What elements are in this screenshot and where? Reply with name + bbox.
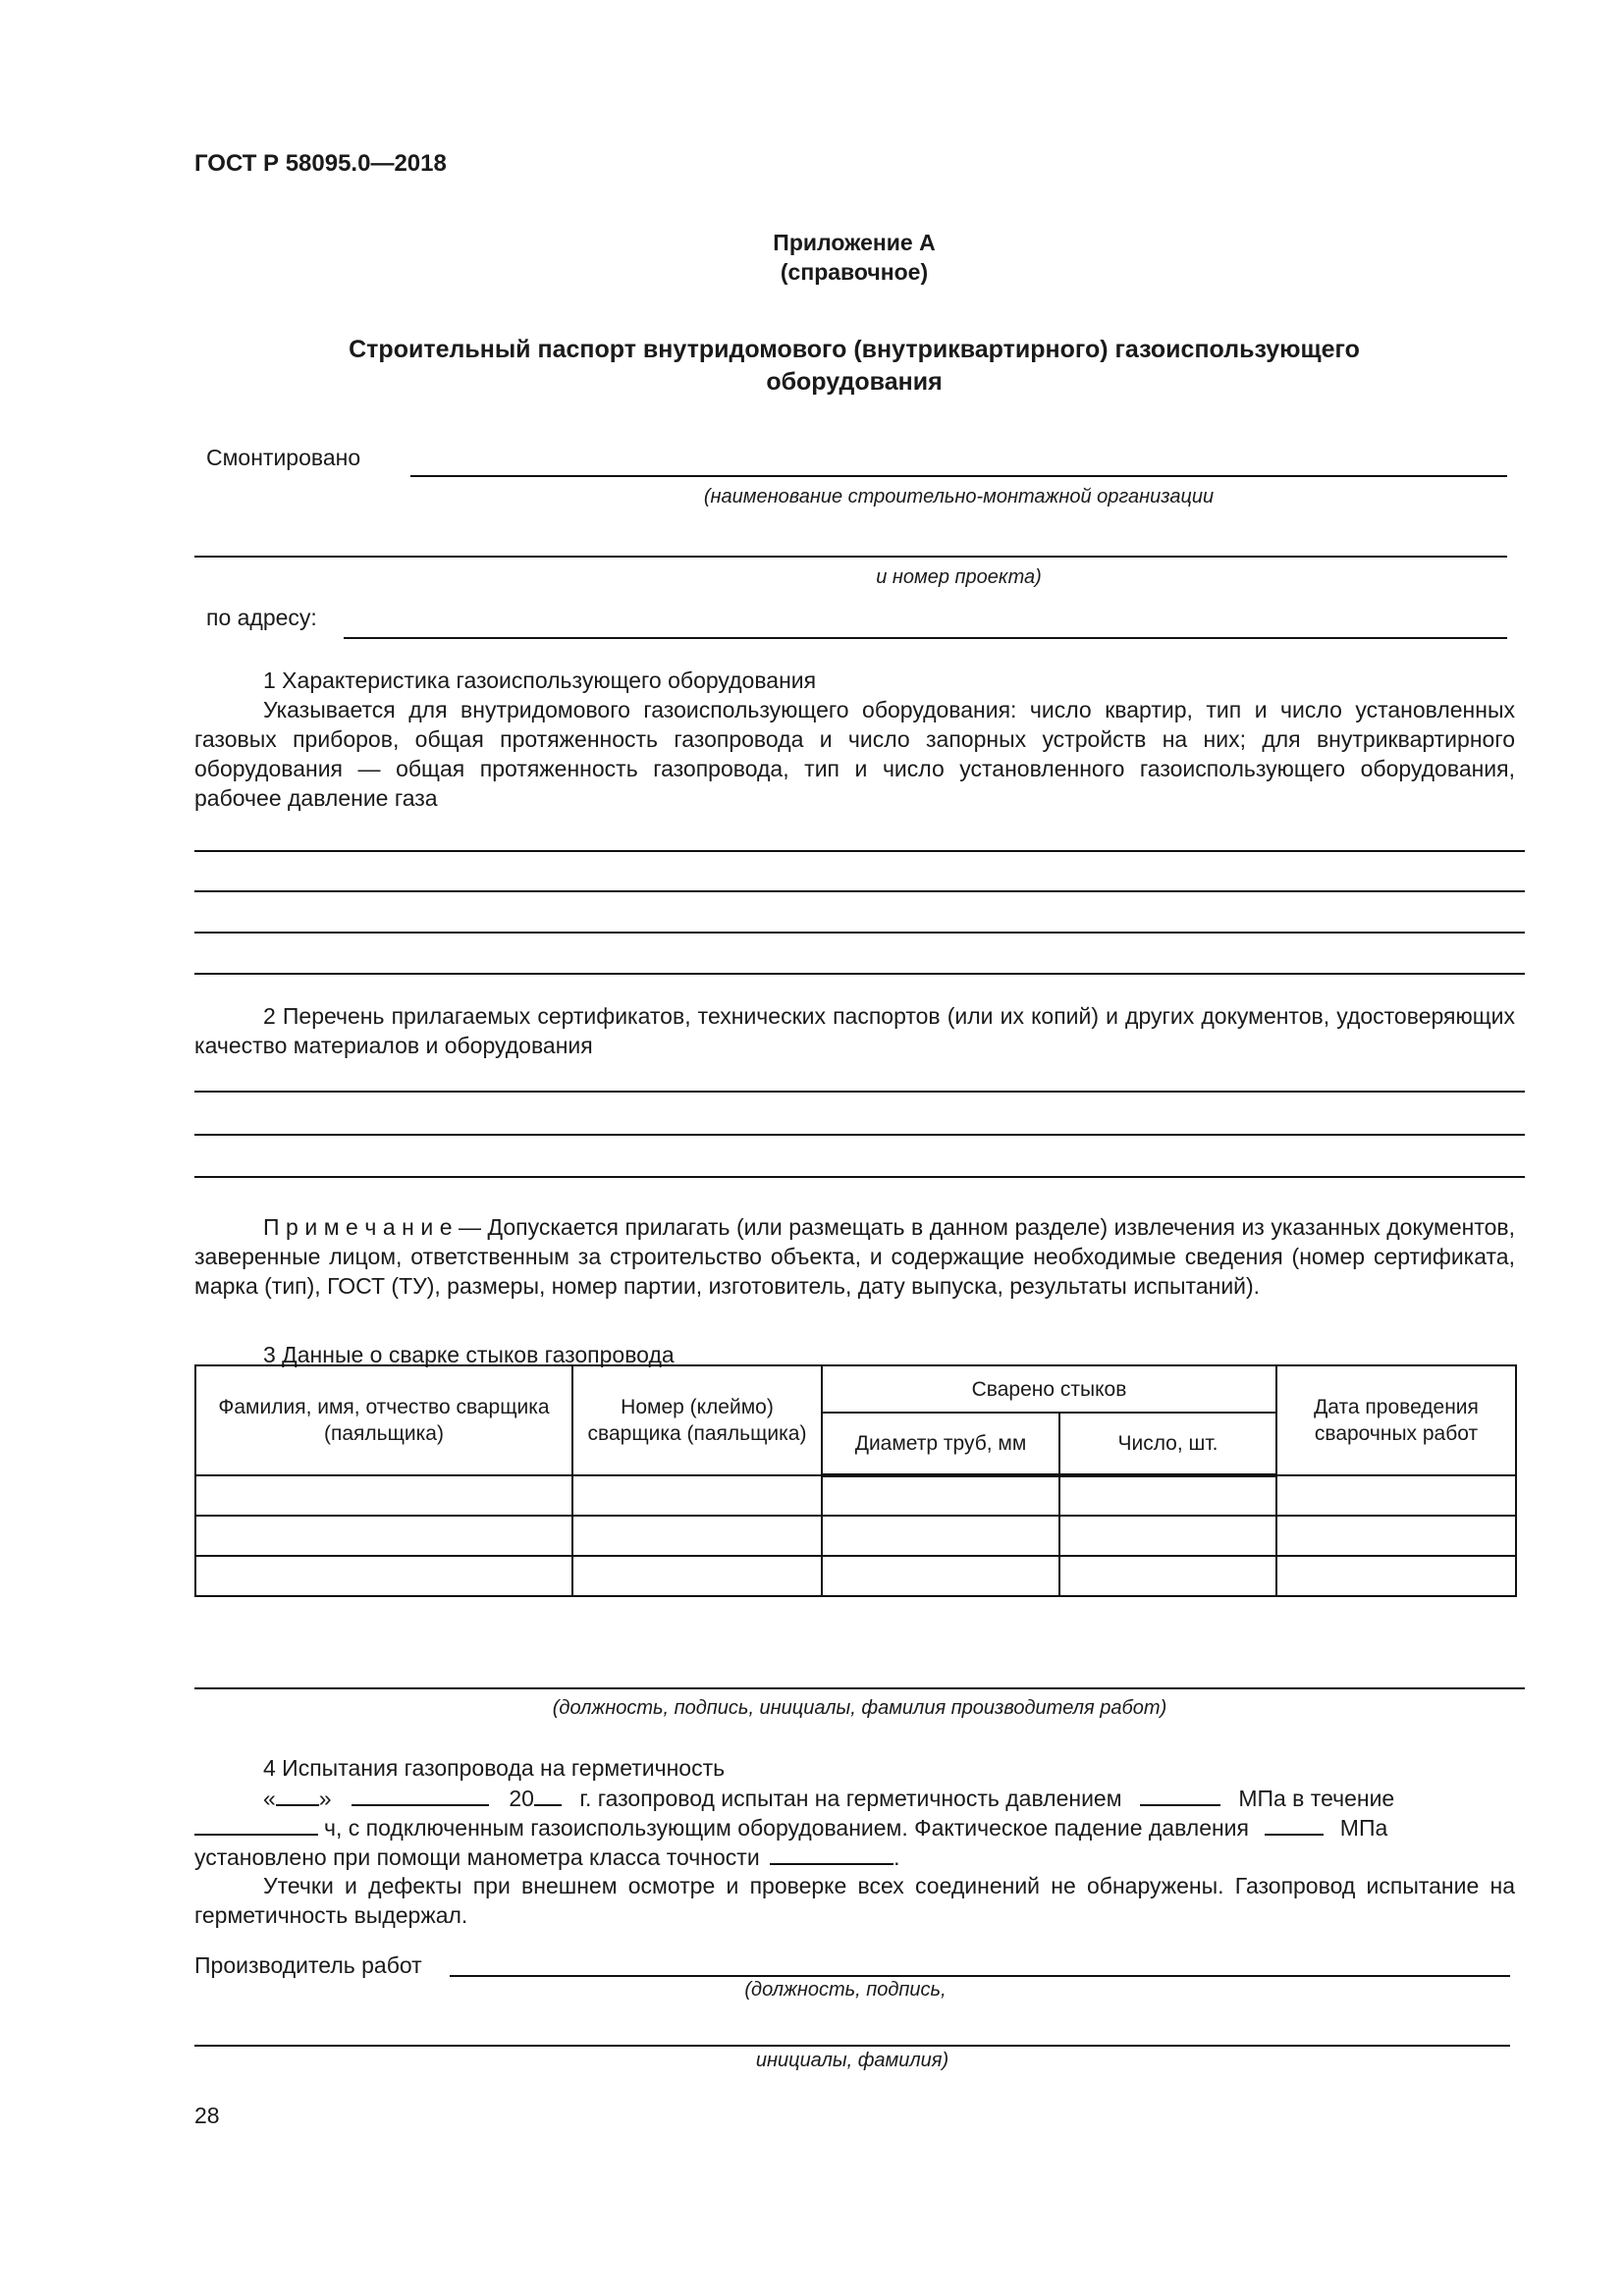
test-line-3 <box>194 1842 1525 1872</box>
year-prefix: 20 <box>509 1786 534 1811</box>
table-row <box>195 1475 1516 1516</box>
table-cell[interactable] <box>1276 1475 1516 1516</box>
test-text-2: ч, с подключенным газоиспользующим оборудованием. Фактическое падение давления <box>324 1815 1249 1841</box>
section1-text: Указывается для внутридомового газоиспользующего оборудования: число квартир, тип и число установленных газовых приборов, общая протяженность газопровода и число запорных устройств на них; для внутриквартирного оборудования — общая протяженность газопровода, тип и число установленного газоиспользующего оборудования, рабочее давление газа <box>194 697 1515 811</box>
note <box>194 1212 1515 1301</box>
table-cell[interactable] <box>822 1556 1059 1596</box>
appendix-type: (справочное) <box>780 259 929 285</box>
table-row <box>195 1556 1516 1596</box>
test-text-dot: . <box>893 1844 900 1870</box>
document-title-line1: Строительный паспорт внутридомового (внутриквартирного) газоиспользующего <box>349 336 1360 363</box>
col-header-date: Дата проведения сварочных работ <box>1276 1365 1516 1475</box>
table-row <box>195 1516 1516 1556</box>
col-header-count: Число, шт. <box>1059 1413 1276 1475</box>
section4-heading: 4 Испытания газопровода на герметичность <box>263 1755 726 1781</box>
section2-line[interactable] <box>194 1176 1525 1178</box>
project-number-hint: и номер проекта) <box>876 566 1042 588</box>
test-line-2 <box>194 1812 1525 1842</box>
note-label: П р и м е ч а н и е <box>263 1214 453 1240</box>
signature-hint: (должность, подпись, инициалы, фамилия производителя работ) <box>552 1697 1167 1719</box>
producer-hint-1: (должность, подпись, <box>744 1979 947 2001</box>
document-title-line2: оборудования <box>766 368 943 396</box>
organization-hint: (наименование строительно-монтажной организации <box>703 486 1215 507</box>
address-field[interactable] <box>344 637 1507 639</box>
table-cell[interactable] <box>1276 1556 1516 1596</box>
table-cell[interactable] <box>822 1475 1059 1516</box>
pressure-field[interactable] <box>1140 1783 1220 1806</box>
table-cell[interactable] <box>195 1556 572 1596</box>
table-cell[interactable] <box>1276 1516 1516 1556</box>
section1-heading: 1 Характеристика газоиспользующего оборудования <box>263 667 817 693</box>
year-field[interactable] <box>534 1783 562 1806</box>
section2-line[interactable] <box>194 1134 1525 1136</box>
col-header-welded-joints: Сварено стыков <box>822 1365 1276 1413</box>
accuracy-class-field[interactable] <box>770 1842 893 1865</box>
month-field[interactable] <box>352 1783 489 1806</box>
test-text-mpa1: МПа в течение <box>1238 1786 1395 1811</box>
section1-line[interactable] <box>194 890 1525 892</box>
producer-field[interactable] <box>450 1975 1510 1977</box>
table-cell[interactable] <box>1059 1475 1276 1516</box>
organization-field[interactable] <box>410 475 1507 477</box>
signature-field[interactable] <box>194 1687 1525 1689</box>
test-text-1: г. газопровод испытан на герметичность давлением <box>579 1786 1122 1811</box>
section2-line[interactable] <box>194 1091 1525 1093</box>
producer-label: Производитель работ <box>194 1952 422 1978</box>
standard-number: ГОСТ Р 58095.0—2018 <box>194 150 447 177</box>
quote-open: « <box>263 1786 276 1811</box>
table-cell[interactable] <box>572 1556 822 1596</box>
col-header-welder-number: Номер (клеймо) сварщика (паяльщика) <box>572 1365 822 1475</box>
note-text: — Допускается прилагать (или размещать в данном разделе) извлечения из указанных документов, заверенные лицом, ответственным за строительство объекта, и содержащие необходимые сведения (номер сертификата, марка (тип), ГОСТ (ТУ), размеры, номер партии, изготовитель, дату выпуска, результаты испытаний). <box>194 1214 1516 1299</box>
table-cell[interactable] <box>1059 1516 1276 1556</box>
producer-hint-2: инициалы, фамилия) <box>755 2050 949 2071</box>
col-header-welder-name: Фамилия, имя, отчество сварщика (паяльщика) <box>195 1365 572 1475</box>
project-number-field[interactable] <box>194 556 1507 558</box>
pressure-drop-field[interactable] <box>1265 1812 1324 1836</box>
duration-field[interactable] <box>194 1812 318 1836</box>
section1-line[interactable] <box>194 932 1525 934</box>
table-cell[interactable] <box>195 1516 572 1556</box>
day-field[interactable] <box>276 1783 319 1806</box>
mounted-label: Смонтировано <box>206 445 361 470</box>
test-result-text: Утечки и дефекты при внешнем осмотре и проверке всех соединений не обнаружены. Газопровод испытание на герметичность выдержал. <box>194 1873 1515 1928</box>
test-text-3: установлено при помощи манометра класса точности <box>194 1844 760 1870</box>
table-cell[interactable] <box>1059 1556 1276 1596</box>
section3-heading: 3 Данные о сварке стыков газопровода <box>263 1342 675 1367</box>
table-cell[interactable] <box>822 1516 1059 1556</box>
quote-close: » <box>318 1786 332 1811</box>
page-number: 28 <box>194 2103 220 2128</box>
test-line-1 <box>194 1783 1525 1813</box>
appendix-title: Приложение А <box>773 230 936 255</box>
test-text-mpa2: МПа <box>1339 1815 1388 1841</box>
section2-text: 2 Перечень прилагаемых сертификатов, технических паспортов (или их копий) и других документов, удостоверяющих качество материалов и оборудования <box>194 1003 1515 1058</box>
col-header-diameter: Диаметр труб, мм <box>822 1413 1059 1475</box>
table-cell[interactable] <box>572 1516 822 1556</box>
producer-field-2[interactable] <box>194 2045 1510 2047</box>
table-cell[interactable] <box>572 1475 822 1516</box>
address-label: по адресу: <box>206 605 317 630</box>
section1-line[interactable] <box>194 850 1525 852</box>
welding-table <box>194 1364 1517 1597</box>
table-cell[interactable] <box>195 1475 572 1516</box>
section1-line[interactable] <box>194 973 1525 975</box>
